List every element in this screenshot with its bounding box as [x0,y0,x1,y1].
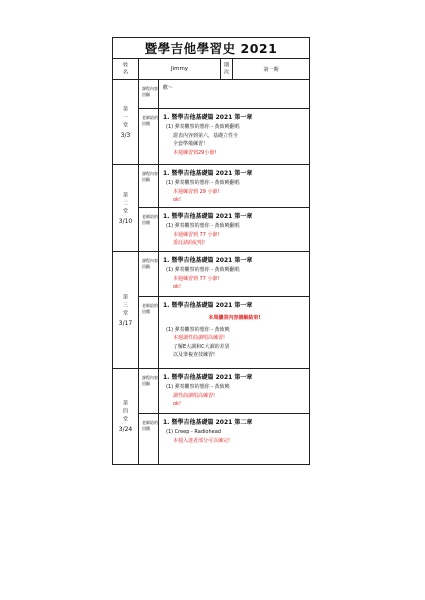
review-red-note: ok! [173,401,181,408]
review-heading: 1. 暨學吉他基礎篇 2021 第一章 [163,170,253,177]
lesson-3 [113,252,309,369]
lesson-number: 第三堂 [122,293,128,318]
teacher-heading: 1. 暨學吉他基礎篇 2021 第二章 [163,419,253,426]
teacher-item: (1) Creep - Radiohead [166,429,221,436]
review-section [139,369,309,413]
class-label: 期次 [221,59,233,79]
teacher-red-note: 本週調性曲調唱高練習! [173,335,226,342]
lesson-label [113,252,139,368]
review-label: 課程內容回顧 [139,80,159,108]
review-heading: 1. 暨學吉他基礎篇 2021 第一章 [163,374,253,381]
lesson-label [113,80,139,164]
review-red-note: 調性曲調唱高練習! [173,392,216,399]
student-info-row [113,59,309,80]
review-red-note: ok! [173,284,181,291]
lesson-4 [113,369,309,464]
teacher-item: (1) 彈奏觀察的想你 - 黃致曉 [166,326,230,333]
teacher-section [139,296,309,368]
teacher-label: 老師給的回饋 [139,414,159,464]
name-label: 姓名 [113,59,139,79]
review-item: (1) 彈奏觀察的想你 - 黃致曉翻唱 [166,267,240,274]
lesson-number: 第一堂 [122,105,128,130]
lesson-label [113,165,139,251]
review-label: 課程內容回顧 [139,369,159,413]
teacher-note: 了解E大調和C大調的差異 [173,343,230,350]
page-title: 暨學吉他學習史 2021 [113,38,309,59]
teacher-banner: 本周讀表內容請解結束! [208,315,261,322]
teacher-section [139,207,309,251]
teacher-red-note: 本週入迷者部分可以練完! [173,437,231,444]
review-section [139,80,309,108]
lesson-label [113,369,139,464]
teacher-section [139,413,309,464]
lesson-number: 第四堂 [122,400,128,424]
lesson-date: 3/17 [118,319,133,327]
teacher-item: (1) 彈奏觀察的想你 - 黃致曉翻唱 [166,223,240,230]
review-label: 課程內容回顧 [139,252,159,296]
review-label: 課程內容回顧 [139,165,159,207]
review-item: (1) 彈奏觀察的想你 - 黃致曉翻唱 [166,180,240,187]
lesson-number: 第二堂 [122,191,128,216]
teacher-label: 老師給的回饋 [139,208,159,251]
lesson-date: 3/3 [120,131,131,139]
teacher-note: 全套準備練習！ [173,141,209,148]
review-red-note: 本週練習到 29 小節! [173,188,220,195]
review-heading: 1. 暨學吉他基礎篇 2021 第一章 [163,257,253,264]
teacher-section [139,108,309,164]
teacher-red-note: 本週練習到 77 小節! [173,231,220,238]
lesson-date: 3/10 [118,217,133,225]
lesson-1 [113,80,309,165]
teacher-note: 以及筆複查技練習! [173,352,216,359]
teacher-heading: 1. 暨學吉他基礎篇 2021 第一章 [163,213,253,220]
review-item: (1) 彈奏觀察的想你 - 黃致曉 [166,384,230,391]
lesson-record-sheet [112,37,310,465]
review-note: 歡～ [163,85,174,91]
review-red-note: ok! [173,197,181,204]
teacher-heading: 1. 暨學吉他基礎篇 2021 第一章 [163,114,253,121]
review-section [139,252,309,296]
lesson-date: 3/24 [118,426,133,433]
teacher-label: 老師給的回饋 [139,297,159,368]
teacher-red-note: 委託諸曲紀唱! [173,240,206,247]
review-section [139,165,309,207]
teacher-heading: 1. 暨學吉他基礎篇 2021 第一章 [163,302,253,309]
teacher-item: (1) 彈奏觀察的想你 - 黃致曉翻唱 [166,124,240,131]
review-red-note: 本週練習到 77 小節! [173,275,220,282]
teacher-label: 老師給的回饋 [139,109,159,164]
teacher-red-note: 本週練習到29小節! [173,149,217,156]
class-value: 第一期 [263,66,279,73]
teacher-note: 證表內容到第六，基礎立性全 [173,132,239,139]
lesson-2 [113,165,309,252]
name-value: Jimmy [139,59,221,79]
